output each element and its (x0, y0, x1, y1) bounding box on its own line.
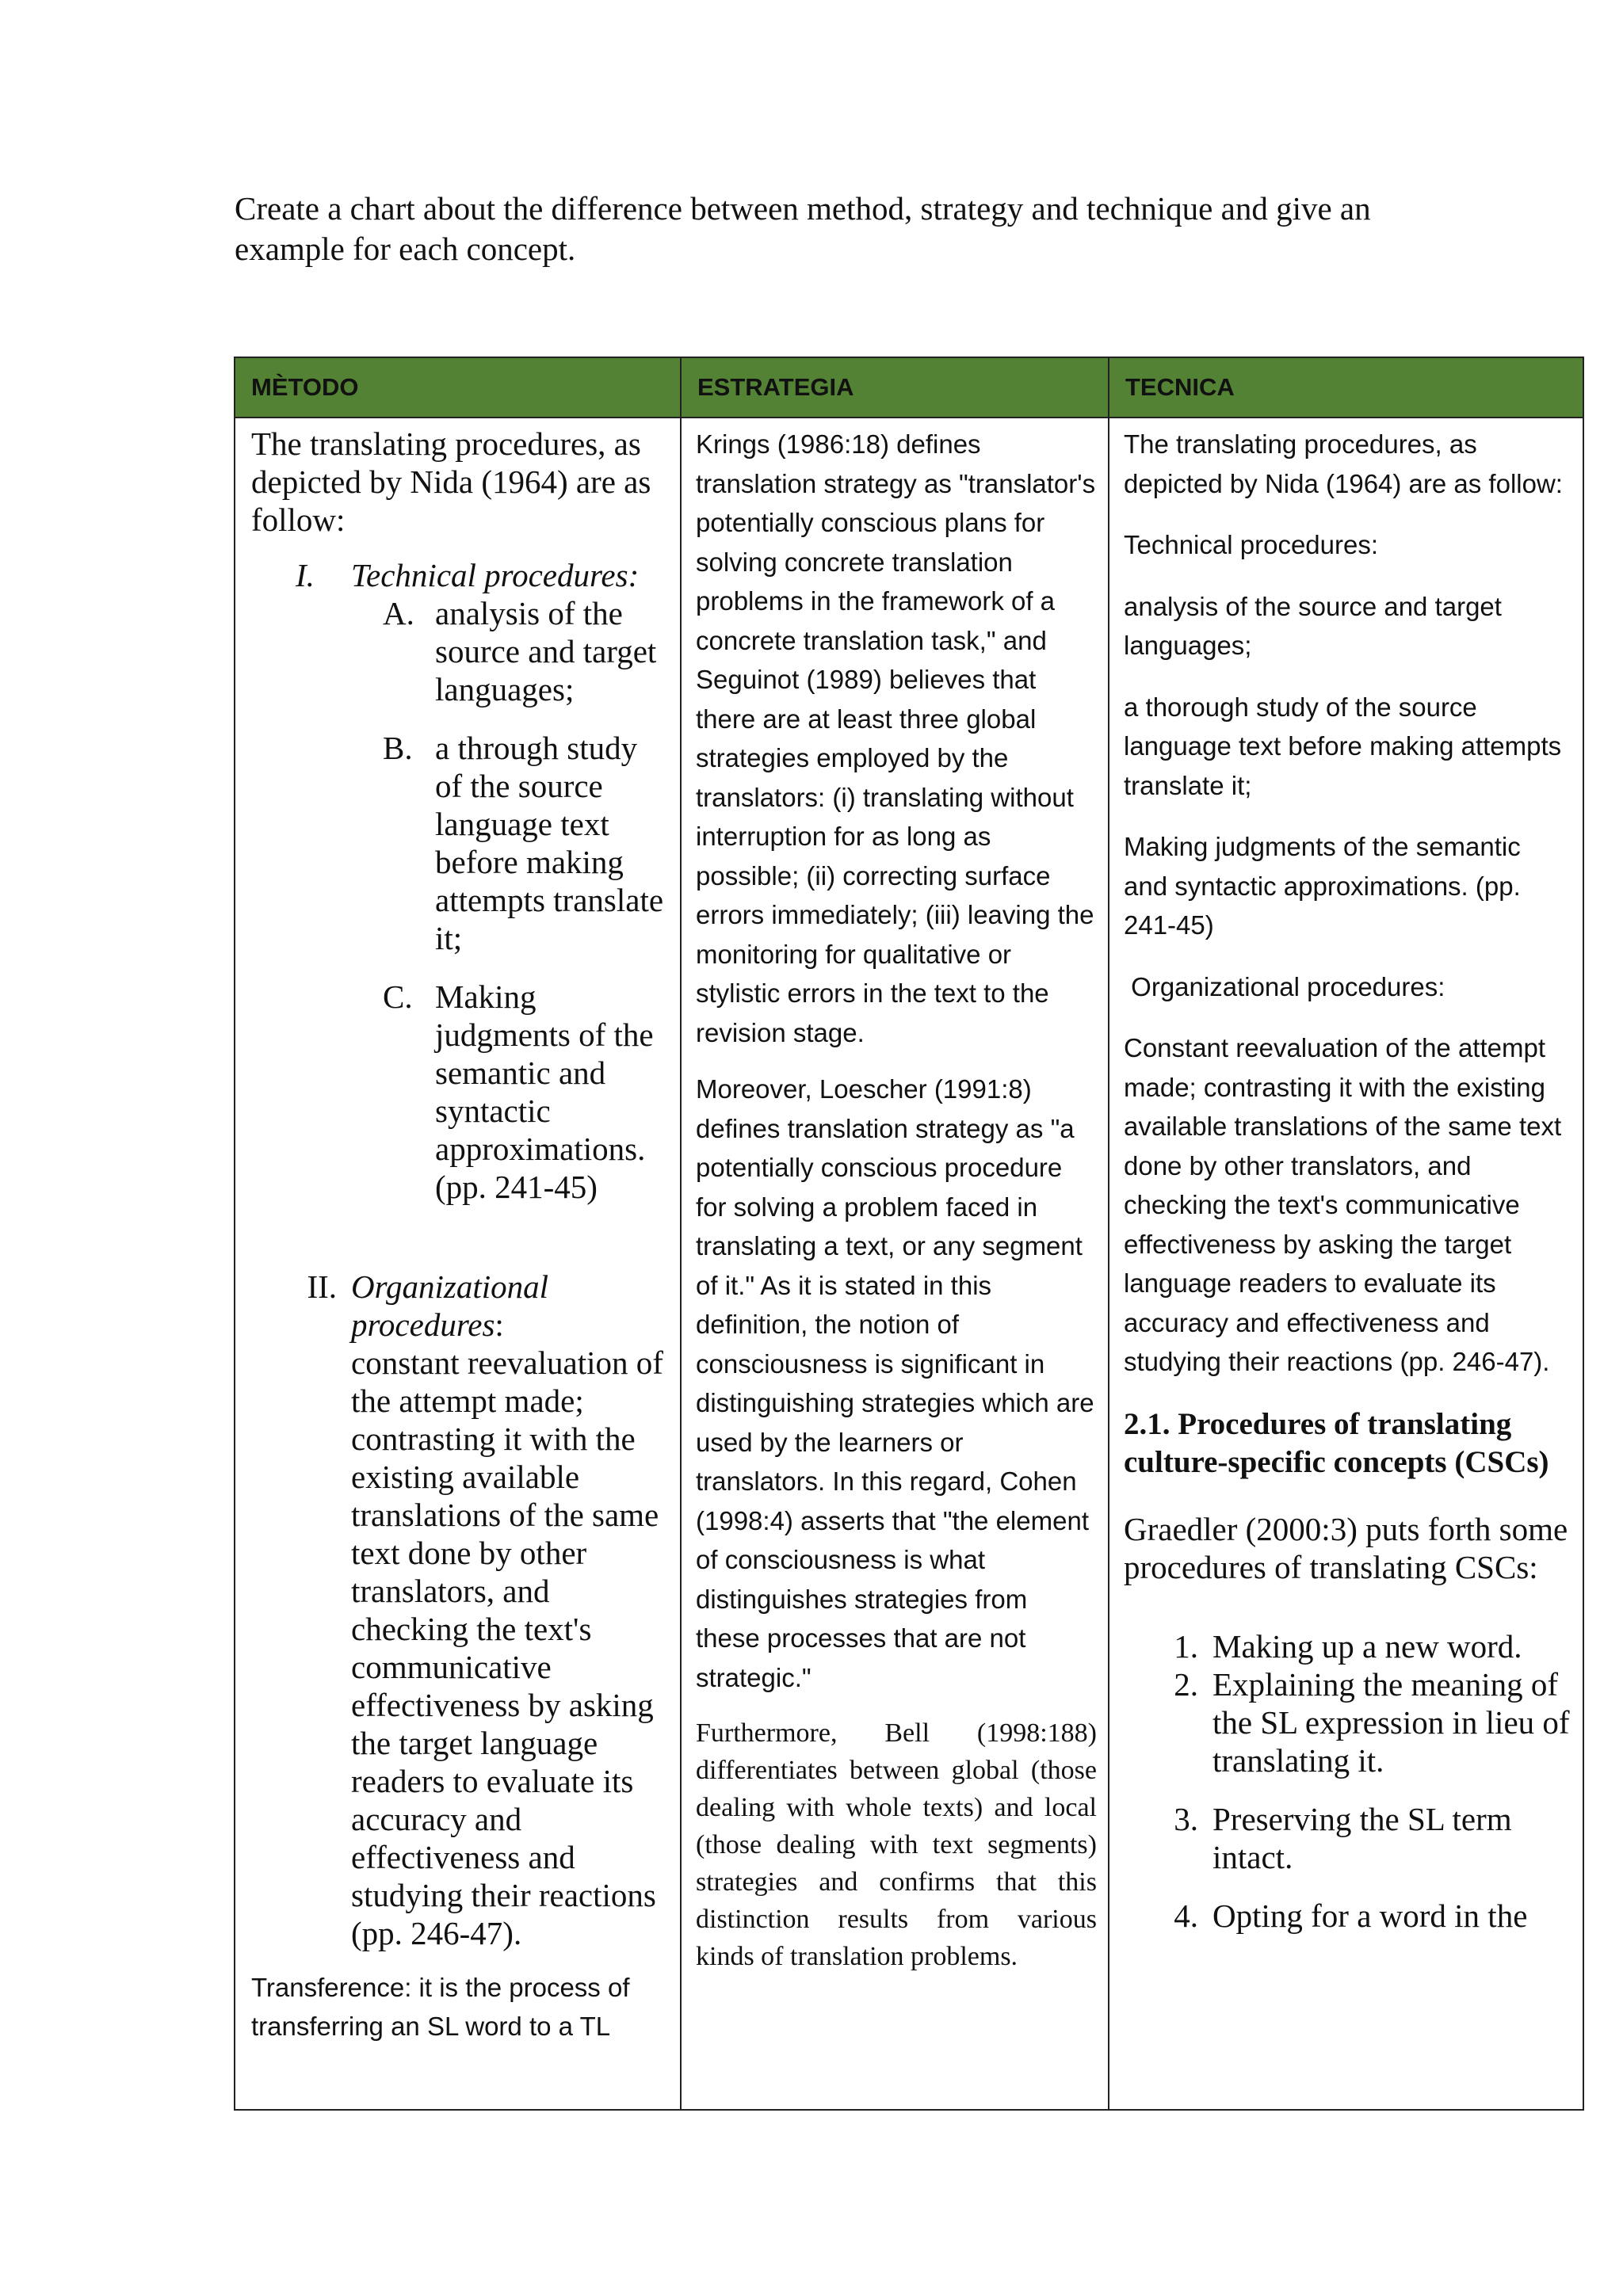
alpha-text: a through study of the source language text before making attempts translate it; (435, 730, 664, 956)
estrategia-paragraph-1: Krings (1986:18) defines translation strategy as "translator's potentially conscious plans for solving concrete translation problems in the framework of a concrete translation task," and Seguinot (1989) believes that there are at least three global strategies employed by the translators: (i) translating without interruption for as long as possible; (ii) correcting surface errors immediately; (iii) leaving the monitoring for qualitative or stylistic errors in the text to the revision stage. (696, 429, 1096, 1047)
cell-tecnica (1109, 418, 1583, 2110)
list-number: 3. (1174, 1800, 1198, 1837)
alpha-item-c (251, 978, 667, 1206)
roman-title-colon: : (495, 1306, 504, 1343)
table-content-row (235, 418, 1583, 2110)
roman-text-2: constant reevaluation of the attempt made; contrasting it with the existing available translations of the same text done by other translators, and checking the text's communicative effectiveness by asking the target language readers to evaluate its accuracy and effectiveness and studying their reactions (pp. 246-47). (351, 1344, 663, 1951)
alpha-letter: A. (383, 595, 414, 631)
tecnica-paragraph-4: a thorough study of the source language text before making attempts translate it; (1124, 692, 1562, 800)
list-item (1124, 1897, 1570, 1935)
metodo-intro: The translating procedures, as depicted by Nida (1964) are as follow: (251, 425, 651, 538)
roman-title-2: Organizational procedures (351, 1268, 549, 1343)
alpha-item-a (251, 594, 667, 708)
table-header-row (235, 357, 1583, 418)
tecnica-paragraph-6: Organizational procedures: (1124, 971, 1445, 1001)
estrategia-paragraph-3: Furthermore, Bell (1998:188) differentiates between global (those dealing with whole texts) and local (those dealing with text segments) strategies and confirms that this distinction results from various kinds of translation problems. (696, 1718, 1097, 1971)
estrategia-paragraph-2: Moreover, Loescher (1991:8) defines translation strategy as "a potentially conscious procedure for solving a problem faced in translating a text, or any segment of it." As it is stated in this definition, the notion of consciousness is significant in distinguishing strategies which are used by the learners or translators. In this regard, Cohen (1998:4) asserts that "the element of consciousness is what distinguishes strategies from these processes that are not strategic." (696, 1074, 1094, 1692)
alpha-text: Making judgments of the semantic and syntactic approximations. (pp. 241-45) (435, 978, 654, 1205)
header-tecnica: TECNICA (1109, 357, 1583, 418)
alpha-letter: B. (383, 730, 413, 766)
roman-number-1: I. (296, 557, 315, 593)
alpha-item-b (251, 729, 667, 957)
cell-estrategia (681, 418, 1109, 2110)
comparison-table (234, 357, 1584, 2111)
list-item (1124, 1665, 1570, 1779)
tecnica-paragraph-1: The translating procedures, as depicted by Nida (1964) are as follow: (1124, 429, 1563, 498)
tecnica-paragraph-2: Technical procedures: (1124, 530, 1379, 559)
tecnica-paragraph-7: Constant reevaluation of the attempt made; contrasting it with the existing available translations of the same text done by other translators, and checking the text's communicative effectiveness by asking the target language readers to evaluate its accuracy and effectiveness and studying their reactions (pp. 246-47). (1124, 1033, 1562, 1376)
section-heading: 2.1. Procedures of translating culture-specific concepts (CSCs) (1124, 1406, 1549, 1479)
list-item (1124, 1800, 1570, 1876)
tecnica-paragraph-5: Making judgments of the semantic and syntactic approximations. (pp. 241-45) (1124, 832, 1521, 940)
roman-item-1 (251, 556, 667, 594)
list-number: 4. (1174, 1897, 1198, 1934)
tecnica-paragraph-3: analysis of the source and target languages; (1124, 591, 1502, 660)
cell-metodo (235, 418, 681, 2110)
header-metodo: MÈTODO (235, 357, 681, 418)
assignment-prompt: Create a chart about the difference between method, strategy and technique and give an example for each concept. (235, 190, 1371, 267)
list-text: Making up a new word. (1212, 1627, 1522, 1665)
list-text: Explaining the meaning of the SL expression in lieu of translating it. (1212, 1665, 1570, 1779)
roman-body-2 (351, 1268, 667, 1952)
roman-item-2 (251, 1268, 667, 1952)
list-number: 2. (1174, 1665, 1198, 1703)
header-estrategia: ESTRATEGIA (681, 357, 1109, 418)
roman-number-2: II. (307, 1268, 337, 1305)
list-item (1124, 1627, 1570, 1665)
alpha-letter: C. (383, 978, 413, 1015)
list-number: 1. (1174, 1627, 1198, 1665)
transference-text: Transference: it is the process of transferring an SL word to a TL (251, 1973, 630, 2041)
alpha-text: analysis of the source and target languages; (435, 595, 657, 707)
list-text: Opting for a word in the (1212, 1897, 1528, 1934)
tecnica-intro: Graedler (2000:3) puts forth some procedures of translating CSCs: (1124, 1510, 1568, 1585)
list-text: Preserving the SL term intact. (1212, 1800, 1512, 1875)
roman-title-1: Technical procedures: (351, 557, 640, 593)
